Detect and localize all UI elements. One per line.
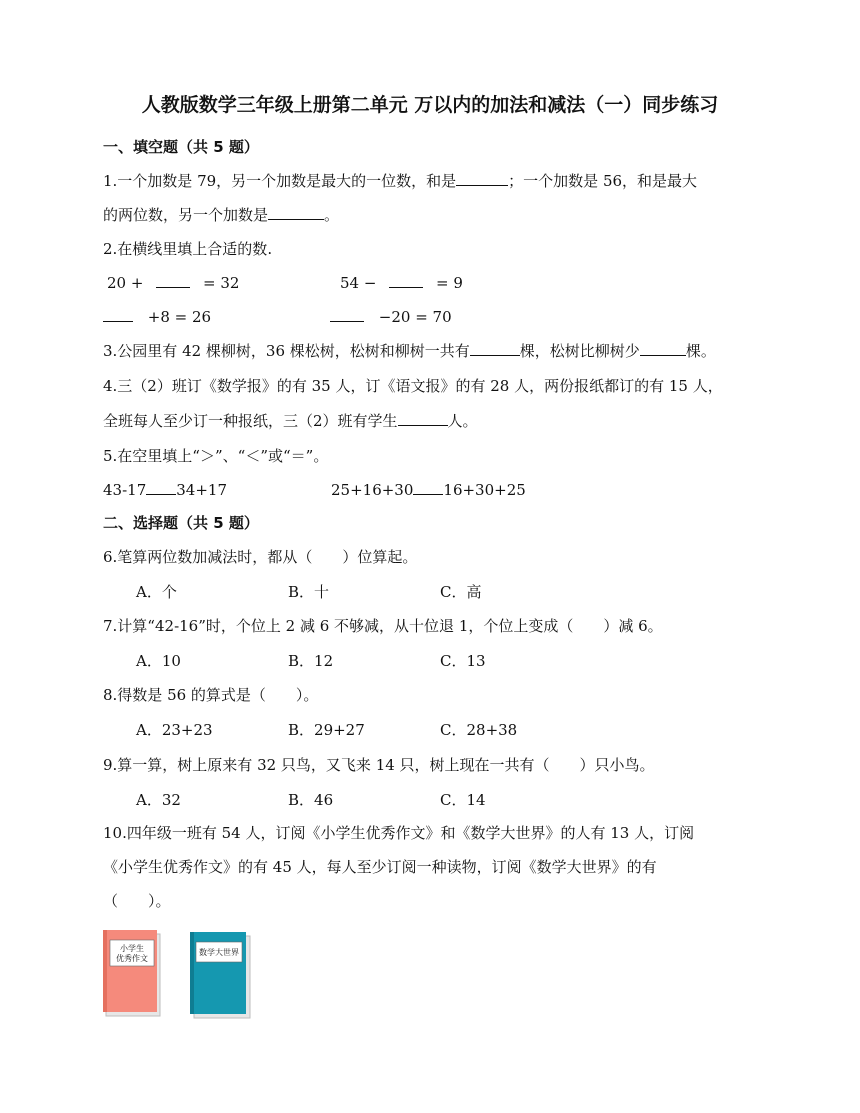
book-title: 数学大世界 (199, 948, 239, 957)
question-text: 棵。 (685, 342, 716, 360)
equation-left: 20 + (107, 274, 144, 292)
question-4-line-1: 4.三（2）班订《数学报》的有 35 人，订《语文报》的有 28 人，两份报纸都订的有 15 人， (103, 377, 723, 395)
book-title-line-2: 优秀作文 (116, 954, 148, 963)
option-c[interactable]: C．14 (440, 791, 486, 809)
expression-left: 25+16+30 (331, 481, 414, 499)
answer-blank[interactable] (146, 479, 176, 495)
section-heading-multiple-choice: 二、选择题（共 5 题） (103, 514, 259, 532)
answer-blank[interactable] (470, 340, 520, 356)
option-a[interactable]: A．个 (136, 583, 177, 601)
question-9-text: 9.算一算，树上原来有 32 只鸟，又飞来 14 只，树上现在一共有（ ）只小鸟。 (103, 756, 655, 774)
question-7-text: 7.计算“42-16”时，个位上 2 减 6 不够减，从十位退 1，个位上变成（ ）减 6。 (103, 617, 663, 635)
expression-left: 43-17 (103, 481, 147, 499)
book-icon-math-world (186, 930, 252, 1020)
question-text: 。 (324, 206, 340, 224)
option-b[interactable]: B．十 (288, 583, 330, 601)
comparison-2 (331, 479, 526, 499)
option-a[interactable]: A．23+23 (136, 721, 213, 739)
question-1-line-1 (103, 170, 697, 191)
equation-right: +8 = 26 (147, 308, 212, 326)
expression-right: 34+17 (176, 481, 227, 499)
answer-blank[interactable] (330, 306, 364, 322)
answer-blank[interactable] (389, 272, 423, 288)
option-c[interactable]: C．高 (440, 583, 482, 601)
option-c[interactable]: C．28+38 (440, 721, 518, 739)
question-text: 人。 (447, 412, 478, 430)
question-8-text: 8.得数是 56 的算式是（ ）。 (103, 686, 319, 704)
section-heading-fill-in: 一、填空题（共 5 题） (103, 138, 259, 156)
option-c[interactable]: C．13 (440, 652, 486, 670)
answer-blank[interactable] (268, 204, 324, 220)
answer-blank[interactable] (456, 170, 508, 186)
question-5-text: 5.在空里填上“＞”、“＜”或“＝”。 (103, 447, 329, 465)
equation-3 (103, 306, 211, 326)
equation-left: 54 − (340, 274, 377, 292)
answer-blank[interactable] (398, 410, 448, 426)
page-title: 人教版数学三年级上册第二单元 万以内的加法和减法（一）同步练习 (141, 94, 719, 116)
answer-blank[interactable] (413, 479, 443, 495)
option-a[interactable]: A．10 (136, 652, 181, 670)
question-10-line-3: （ ）。 (103, 892, 171, 910)
expression-right: 16+30+25 (443, 481, 526, 499)
equation-1 (107, 272, 239, 292)
question-text: 的两位数，另一个加数是 (103, 206, 269, 224)
question-4-line-2 (103, 410, 478, 431)
equation-4 (330, 306, 452, 326)
question-text: 3.公园里有 42 棵柳树，36 棵松树，松树和柳树一共有 (103, 342, 470, 360)
question-text: 棵，松树比柳树少 (519, 342, 640, 360)
option-b[interactable]: B．29+27 (288, 721, 365, 739)
option-b[interactable]: B．46 (288, 791, 334, 809)
question-10-line-2: 《小学生优秀作文》的有 45 人，每人至少订阅一种读物，订阅《数学大世界》的有 (103, 858, 657, 876)
question-text: 全班每人至少订一种报纸，三（2）班有学生 (103, 412, 398, 430)
question-1-line-2 (103, 204, 339, 225)
option-b[interactable]: B．12 (288, 652, 334, 670)
option-a[interactable]: A．32 (136, 791, 181, 809)
question-10-line-1: 10.四年级一班有 54 人，订阅《小学生优秀作文》和《数学大世界》的人有 13 人，订阅 (103, 824, 695, 842)
book-title-line-1: 小学生 (120, 944, 144, 953)
equation-right: = 9 (436, 274, 463, 292)
book-icon-composition (100, 926, 162, 1018)
answer-blank[interactable] (640, 340, 686, 356)
comparison-1 (103, 479, 227, 499)
equation-2 (340, 272, 463, 292)
question-text: 1.一个加数是 79，另一个加数是最大的一位数，和是 (103, 172, 457, 190)
equation-right: = 32 (203, 274, 240, 292)
question-6-text: 6.笔算两位数加减法时，都从（ ）位算起。 (103, 548, 418, 566)
equation-right: −20 = 70 (378, 308, 452, 326)
answer-blank[interactable] (103, 306, 133, 322)
question-2-text: 2.在横线里填上合适的数. (103, 240, 273, 258)
question-text: ；一个加数是 56，和是最大 (508, 172, 698, 190)
answer-blank[interactable] (156, 272, 190, 288)
question-3 (103, 340, 716, 361)
